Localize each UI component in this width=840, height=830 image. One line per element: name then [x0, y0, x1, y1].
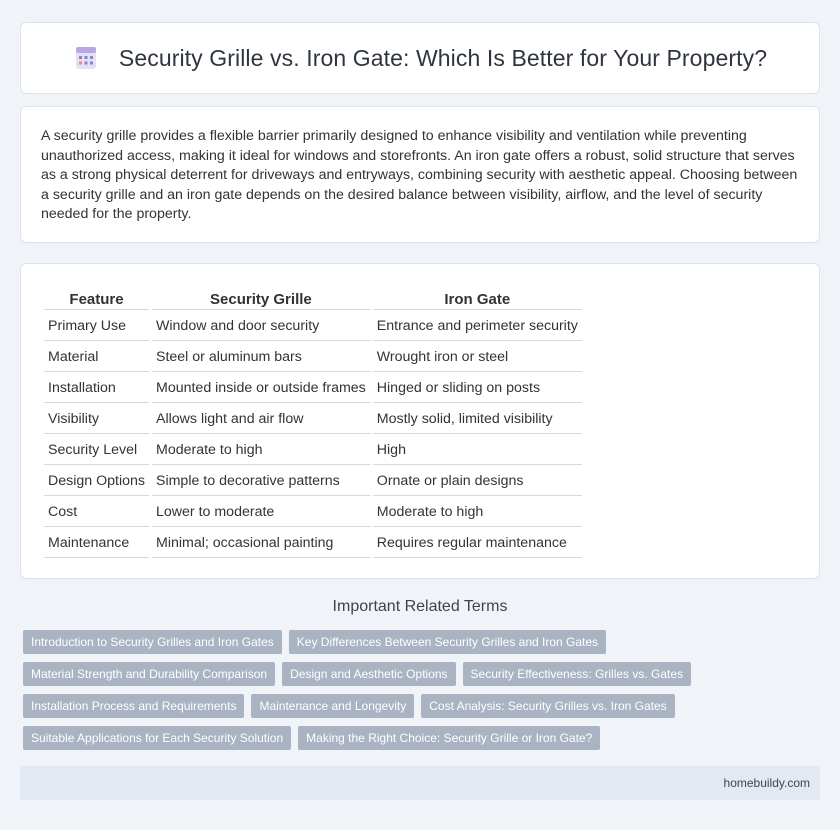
table-cell: Lower to moderate	[152, 498, 370, 527]
intro-paragraph: A security grille provides a flexible barrier primarily designed to enhance visibility and ventilation while preventing unauthorized access, making it ideal for windows and storefronts. An iron gate offers a robust, solid structure that serves as a strong physical deterrent for driveways and entryways, combining security with aesthetic appeal. Choosing between a security grille and an iron gate depends on the desired balance between visibility, airflow, and the level of security needed for the property.	[41, 128, 798, 223]
table-row	[44, 436, 582, 465]
related-term-tag[interactable]: Suitable Applications for Each Security Solution	[23, 726, 291, 750]
table-cell: Material	[44, 343, 149, 372]
comparison-section	[20, 263, 820, 579]
related-term-tag[interactable]: Introduction to Security Grilles and Iron Gates	[23, 630, 282, 654]
tag-row	[23, 726, 823, 750]
table-row	[44, 312, 582, 341]
related-term-tag[interactable]: Cost Analysis: Security Grilles vs. Iron Gates	[421, 694, 674, 718]
page-title: Security Grille vs. Iron Gate: Which Is Better for Your Property?	[118, 44, 768, 71]
related-term-tag[interactable]: Design and Aesthetic Options	[282, 662, 455, 686]
table-cell: Visibility	[44, 405, 149, 434]
table-cell: Minimal; occasional painting	[152, 529, 370, 558]
tag-row	[23, 630, 823, 654]
intro-section	[20, 106, 820, 243]
table-cell: Entrance and perimeter security	[373, 312, 582, 341]
tag-row	[23, 662, 823, 686]
related-term-tag[interactable]: Key Differences Between Security Grilles and Iron Gates	[289, 630, 606, 654]
table-row	[44, 405, 582, 434]
table-cell: Installation	[44, 374, 149, 403]
table-cell: Wrought iron or steel	[373, 343, 582, 372]
table-cell: Design Options	[44, 467, 149, 496]
table-cell: Moderate to high	[152, 436, 370, 465]
table-cell: Primary Use	[44, 312, 149, 341]
related-term-tag[interactable]: Making the Right Choice: Security Grille or Iron Gate?	[298, 726, 600, 750]
table-cell: Window and door security	[152, 312, 370, 341]
table-row	[44, 467, 582, 496]
table-row	[44, 343, 582, 372]
table-cell: High	[373, 436, 582, 465]
comparison-table	[41, 286, 585, 560]
table-cell: Moderate to high	[373, 498, 582, 527]
building-blocks-icon	[73, 45, 99, 71]
column-header-iron-gate: Iron Gate	[373, 288, 582, 310]
related-terms-title: Important Related Terms	[332, 598, 508, 615]
table-header-row	[44, 288, 582, 310]
column-header-security-grille: Security Grille	[152, 288, 370, 310]
table-cell: Mounted inside or outside frames	[152, 374, 370, 403]
table-cell: Mostly solid, limited visibility	[373, 405, 582, 434]
table-row	[44, 529, 582, 558]
table-row	[44, 374, 582, 403]
table-cell: Steel or aluminum bars	[152, 343, 370, 372]
table-cell: Allows light and air flow	[152, 405, 370, 434]
table-cell: Cost	[44, 498, 149, 527]
column-header-feature: Feature	[44, 288, 149, 310]
header-inner	[73, 45, 767, 72]
table-cell: Maintenance	[44, 529, 149, 558]
table-cell: Ornate or plain designs	[373, 467, 582, 496]
page-footer	[20, 766, 820, 800]
tag-row	[23, 694, 823, 718]
related-term-tag[interactable]: Material Strength and Durability Comparison	[23, 662, 275, 686]
related-terms-list	[23, 630, 823, 758]
page-header	[20, 22, 820, 94]
table-cell: Simple to decorative patterns	[152, 467, 370, 496]
table-cell: Requires regular maintenance	[373, 529, 582, 558]
table-cell: Security Level	[44, 436, 149, 465]
related-term-tag[interactable]: Security Effectiveness: Grilles vs. Gates	[463, 662, 692, 686]
table-row	[44, 498, 582, 527]
footer-site-link[interactable]: homebuildy.com	[723, 776, 810, 790]
table-cell: Hinged or sliding on posts	[373, 374, 582, 403]
related-term-tag[interactable]: Maintenance and Longevity	[251, 694, 414, 718]
related-term-tag[interactable]: Installation Process and Requirements	[23, 694, 244, 718]
